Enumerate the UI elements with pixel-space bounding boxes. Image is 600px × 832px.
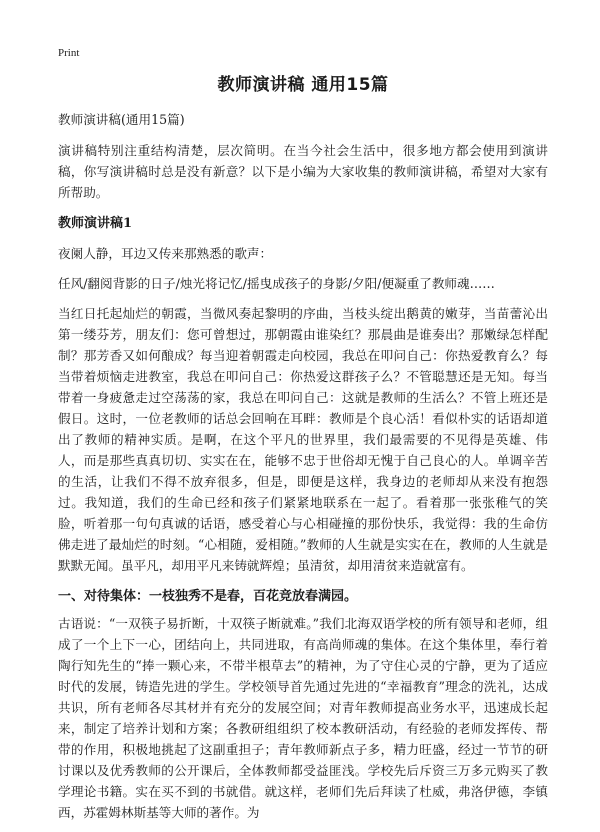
paragraph-1: 夜阑人静，耳边又传来那熟悉的歌声： <box>58 246 273 261</box>
paragraph-4: 古语说：“一双筷子易折断，十双筷子断就难。”我们北海双语学校的所有领导和老师，组成了一个上下一心，团结向上，共同进取，有高尚师魂的集体。在这个集体里，奉行着陶行知先生的“捧一颗心来，不带半根草去”的精神，为了守住心灵的宁静，更为了适应时代的发展，铸造先进的学生。学校领导首先通过先进的“幸福教育”理念的洗礼，达成共识，所有老师各尽其材并有充分的发展空间；对青年教师提高业务水平，迅速成长起来，制定了培养计划和方案；各教研组组织了校本教研活动，有经验的老师发挥传、帮带的作用，积极地挑起了这副重担子；青年教师新点子多，精力旺盛，经过一节节的研讨课以及优秀教师的公开课后，全体教师都受益匪浅。学校先后斥资三万多元购买了教学理论书籍。实在买不到的书就借。就这样，老师们先后拜读了杜威，弗洛伊德，李镇西，苏霍姆林斯基等大师的著作。为 <box>58 616 548 820</box>
paragraph-3: 当红日托起灿烂的朝霞，当微风奏起黎明的序曲，当枝头绽出鹅黄的嫩芽，当苗蕾沁出第一缕芬芳，朋友们：您可曾想过，那朝霞由谁染红？那晨曲是谁奏出？那嫩绿怎样配制？那芳香又如何酿成？每当迎着朝霞走向校园，我总在叩问自己：你热爱教育么？每当带着烦恼走进教室，我总在叩问自己：你热爱这群孩子么？不管聪慧还是无知。每当带着一身疲惫走过空荡荡的家，我总在叩问自己：这就是教师的生活么？不管上班还是假日。这时，一位老教师的话总会回响在耳畔：教师是个良心活！看似朴实的话语却道出了教师的精神实质。是啊，在这个平凡的世界里，我们最需要的不见得是英雄、伟人，而是那些真真切切、实实在在，能够不忠于世俗却无愧于自己良心的人。单调辛苦的生活，让我们不得不放弃很多，但是，即便是这样，我身边的老师却从来没有抱怨过。我知道，我们的生命已经和孩子们紧紧地联系在一起了。看着那一张张稚气的笑脸，听着那一句句真诚的话语，感受着心与心相碰撞的那份快乐，我觉得：我的生命仿佛走进了最灿烂的时刻。“心相随，爱相随。”教师的人生就是实实在在，教师的人生就是默默无闻。虽平凡，却用平凡来铸就辉煌；虽清贫，却用清贫来造就富有。 <box>58 306 548 573</box>
paragraph-2: 任风/翻阅背影的日子/烛光将记忆/摇曳成孩子的身影/夕阳/便凝重了教师魂…… <box>58 276 495 291</box>
section-heading: 教师演讲稿1 <box>58 216 133 231</box>
print-link[interactable]: Print <box>58 47 80 59</box>
document-body <box>58 70 548 832</box>
document-title: 教师演讲稿 通用15篇 <box>217 75 389 95</box>
intro-paragraph: 演讲稿特别注重结构清楚，层次简明。在当今社会生活中，很多地方都会使用到演讲稿，你写演讲稿时总是没有新意？以下是小编为大家收集的教师演讲稿，希望对大家有所帮助。 <box>58 143 548 200</box>
document-subtitle: 教师演讲稿(通用15篇) <box>58 112 185 127</box>
subheading-1: 一、对待集体：一枝独秀不是春，百花竞放春满园。 <box>58 589 358 604</box>
